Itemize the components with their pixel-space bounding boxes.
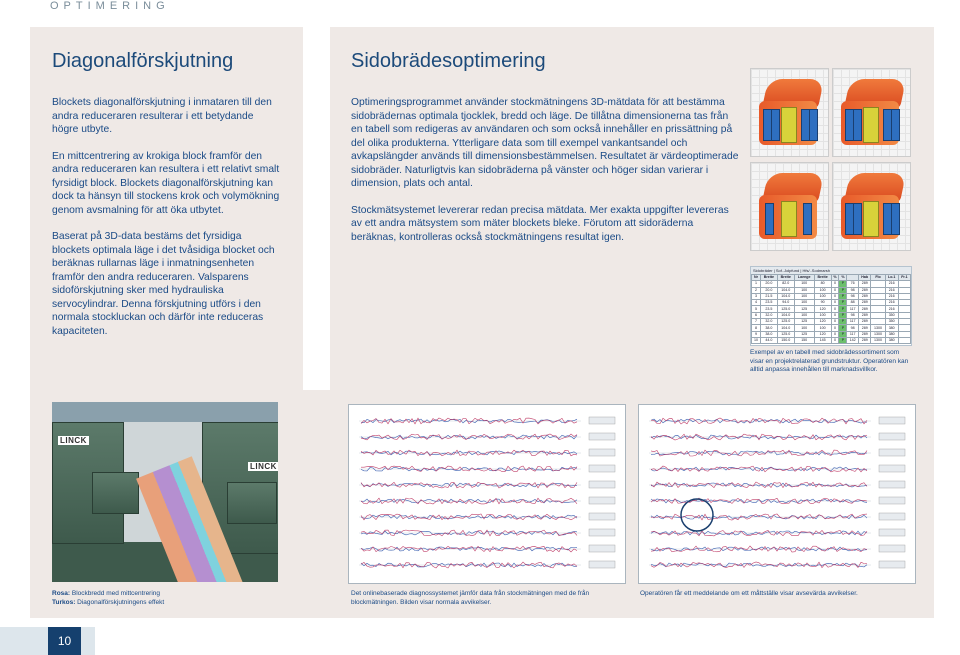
table-cell: 3 [752, 293, 761, 299]
table-cell: 100 [814, 312, 831, 318]
table-cell: 350 [885, 312, 898, 318]
table-cell: 76 [847, 281, 859, 287]
table-cell: 142 [847, 337, 859, 343]
table-cell: 117 [847, 306, 859, 312]
chart-right-caption: Operatören får ett meddelande om ett måttställe visar avsevärda avvikelser. [640, 590, 858, 597]
table-cell: P [839, 325, 847, 331]
table-cell: 289 [858, 319, 871, 325]
table-cell: 289 [858, 312, 871, 318]
table-cell: 0 [831, 300, 839, 306]
chart-side-marker [589, 513, 615, 520]
table-cell: 380 [885, 337, 898, 343]
table-cell: 0 [831, 306, 839, 312]
table-cell: 100 [794, 281, 814, 287]
table-cell: 32.0 [760, 319, 777, 325]
table-cell: 117 [847, 331, 859, 337]
table-cell: 350 [885, 319, 898, 325]
table-cell: P [839, 287, 847, 293]
table-cell: 9 [752, 331, 761, 337]
table-header-cell: % [831, 275, 839, 281]
table-cell: 80 [814, 281, 831, 287]
table-header-cell: Breite [760, 275, 777, 281]
table-cell: 100 [794, 293, 814, 299]
chart-side-marker [589, 433, 615, 440]
table-cell: 216 [885, 281, 898, 287]
table-cell: 98 [847, 287, 859, 293]
table-tab: Sof..Jolpfund [775, 268, 800, 273]
table-cell: 100 [814, 325, 831, 331]
table-cell: 125 [794, 331, 814, 337]
table-cell: 380 [885, 325, 898, 331]
table-cell: 216 [885, 287, 898, 293]
table-header-cell: Breite [777, 275, 794, 281]
table-cell: 289 [858, 281, 871, 287]
chart-left-caption: Det onlinebaserade diagnossystemet jämför data från stockmätningen med de från blockmätningen. Bilden visar normala avvikelser. [351, 590, 590, 606]
table-cell: 1300 [871, 337, 885, 343]
table-cell: 120 [814, 319, 831, 325]
left-title: Diagonalförskjutning [52, 50, 234, 72]
table-cell: 100 [794, 312, 814, 318]
table-cell: 98 [847, 293, 859, 299]
table-cell: 6 [752, 312, 761, 318]
table-cell: 104.0 [777, 325, 794, 331]
chart-side-marker [589, 561, 615, 568]
table-cell: P [839, 319, 847, 325]
table-cell: 21.5 [760, 293, 777, 299]
right-paragraph: Stockmätsystemet levererar redan precisa mätdata. Mer exakta uppgifter levereras av ett andra mätsystem som mäter blockets bleke. Förutom att sidoräderna beräknas, kontrolleras också stockmätningens resultat igen. [351, 204, 729, 243]
table-cell: 0 [831, 287, 839, 293]
section-header: OPTIMERING [50, 0, 170, 12]
table-cell: 8 [752, 325, 761, 331]
table-cell: P [839, 306, 847, 312]
table-header-cell: Laenge [794, 275, 814, 281]
table-cell: 125.0 [777, 331, 794, 337]
table-cell: 145 [814, 337, 831, 343]
table-header-cell: Breite [814, 275, 831, 281]
table-cell: 289 [858, 306, 871, 312]
table-tab: Sidobräder [753, 268, 773, 273]
table-cell: 100 [794, 287, 814, 293]
table-cell: 5 [752, 306, 761, 312]
table-cell: 32.0 [760, 312, 777, 318]
table-cell: 1300 [871, 325, 885, 331]
chart-side-marker [589, 465, 615, 472]
table-cell: 104.0 [777, 312, 794, 318]
chart-side-marker [589, 417, 615, 424]
table-cell: 20.0 [760, 281, 777, 287]
table-cell: 0 [831, 293, 839, 299]
machine-render-image [52, 402, 278, 582]
table-cell: P [839, 293, 847, 299]
table-cell: 10 [752, 337, 761, 343]
deviation-highlight-circle [681, 499, 713, 531]
table-cell: P [839, 331, 847, 337]
table-cell: 100 [794, 300, 814, 306]
table-header-cell: % [839, 275, 847, 281]
diagnostic-chart-left [348, 404, 626, 584]
table-cell: 94.0 [777, 300, 794, 306]
table-header-cell: Fr.1 [898, 275, 910, 281]
table-cell: 38.0 [760, 331, 777, 337]
table-cell: 98 [847, 312, 859, 318]
sideboard-table [751, 274, 911, 344]
left-body [52, 96, 282, 351]
table-cell: 44.0 [760, 337, 777, 343]
table-row [752, 337, 911, 343]
table-cell: 0 [831, 319, 839, 325]
table-cell: 289 [858, 325, 871, 331]
chart-side-marker [879, 449, 905, 456]
sideboard-table-image [750, 266, 912, 346]
table-cell: 1300 [871, 331, 885, 337]
table-cell: 125 [794, 306, 814, 312]
table-cell: 20.0 [760, 287, 777, 293]
table-cell: 0 [831, 331, 839, 337]
table-cell: 104.0 [777, 287, 794, 293]
table-cell: 216 [885, 306, 898, 312]
table-cell: 0 [831, 337, 839, 343]
table-cell: 23.5 [760, 306, 777, 312]
table-cell: 82.0 [777, 281, 794, 287]
chart-side-marker [879, 497, 905, 504]
block-3d-image [832, 162, 911, 251]
table-cell: 289 [858, 331, 871, 337]
table-cell: 0 [831, 281, 839, 287]
table-header-cell: Hab [858, 275, 871, 281]
left-paragraph: Baserat på 3D-data bestäms det fyrsidiga blockets optimala läge i det tvåsidiga blocket och beräknas rullarnas läge i inmatningsenheten framför den andra reduceraren. Valsparens sidoförskjutning sker med hydrauliska servocylindrar. Denna förskjutning utförs i den normala stockluckan och därför inte reduceras kapaciteten. [52, 231, 275, 337]
chart-side-marker [879, 529, 905, 536]
chart-side-marker [589, 545, 615, 552]
table-cell: 88 [847, 300, 859, 306]
table-cell: P [839, 337, 847, 343]
block-3d-image [750, 162, 829, 251]
table-cell: 100 [814, 293, 831, 299]
table-cell: 289 [858, 337, 871, 343]
chart-side-marker [589, 481, 615, 488]
table-cell: P [839, 312, 847, 318]
chart-side-marker [589, 497, 615, 504]
table-cell: 0 [831, 312, 839, 318]
chart-side-marker [589, 449, 615, 456]
table-cell: 150 [794, 337, 814, 343]
chart-side-marker [879, 513, 905, 520]
table-cell: 216 [885, 300, 898, 306]
table-tab: Hfs/..Sodmarsh [802, 268, 831, 273]
caption-text: Blockbredd med mittcentrering [71, 590, 161, 597]
table-cell: 380 [885, 331, 898, 337]
table-caption: Exempel av en tabell med sidobrädessortiment som visar en projektrelaterad grundstruktur. Operatören kan alltid anpassa innehållen till marknadsvillkor. [750, 349, 909, 373]
table-cell: 125 [794, 319, 814, 325]
block-3d-image [750, 68, 829, 157]
table-cell: 289 [858, 287, 871, 293]
table-cell: 120 [814, 331, 831, 337]
table-header-cell: Flo [871, 275, 885, 281]
diagnostic-chart-right [638, 404, 916, 584]
table-cell: 1 [752, 281, 761, 287]
table-header-cell: Nr [752, 275, 761, 281]
machine-caption [52, 590, 282, 607]
table-cell: 125.0 [777, 306, 794, 312]
table-cell: 120 [814, 306, 831, 312]
chart-side-marker [879, 481, 905, 488]
machine-logo: LINCK [60, 436, 87, 445]
table-cell [898, 337, 910, 343]
table-header-cell: Lo.1 [885, 275, 898, 281]
left-paragraph: En mittcentrering av krokiga block framför den andra reduceraren kan resultera i ett relativt smalt fyrsidigt block. Blockets diagonalförskjutning kan dock ta hänsyn till stockens krok och volymökning genom avsmalning för att öka utbytet. [52, 150, 280, 216]
table-cell: 98 [847, 325, 859, 331]
page-number: 10 [48, 627, 81, 655]
table-cell: 7 [752, 319, 761, 325]
table-cell: 117 [847, 319, 859, 325]
table-cell: 289 [858, 293, 871, 299]
table-cell: P [839, 281, 847, 287]
chart-side-marker [879, 433, 905, 440]
page-number-bar [0, 627, 95, 655]
chart-side-marker [879, 465, 905, 472]
table-tabs: Sidobräder | Sof..Jolpfund | Hfs/..Sodmarsh [751, 267, 911, 274]
table-cell: 104.0 [777, 293, 794, 299]
table-cell: 38.0 [760, 325, 777, 331]
caption-label: Rosa: [52, 590, 71, 597]
chart-side-marker [589, 529, 615, 536]
table-cell: 2 [752, 287, 761, 293]
table-cell: 4 [752, 300, 761, 306]
table-cell: 100 [814, 287, 831, 293]
block-3d-image [832, 68, 911, 157]
table-cell: P [839, 300, 847, 306]
table-cell: 150.0 [777, 337, 794, 343]
caption-text: Diagonalförskjutningens effekt [77, 598, 165, 606]
table-cell: 23.5 [760, 300, 777, 306]
table-cell: 289 [858, 300, 871, 306]
table-cell: 90 [814, 300, 831, 306]
right-paragraph: Optimeringsprogrammet använder stockmätningens 3D-mätdata för att bestämma sidobrädernas optimala tjocklek, bredd och läge. De tillåtna dimensionerna tas från en tabell som redigeras av användaren och som också innehåller en prissättning på del olika produkterna. Ytterligare data som till exempel vankantsandel och avkapslängder används till dimensionsbestämmelsen. Resultatet är värdeoptimerade sidobräder. Naturligtvis kan sidobräderna på vänster och höger sidan varierar i dimension, plats och antal. [351, 97, 739, 189]
caption-label: Turkos: [52, 598, 76, 606]
table-cell: 0 [831, 325, 839, 331]
left-paragraph: Blockets diagonalförskjutning i inmataren till den andra reduceraren resulterar i ett betydande högre utbyte. [52, 97, 272, 135]
right-title: Sidobrädesoptimering [351, 50, 546, 72]
table-cell: 100 [794, 325, 814, 331]
table-cell: 125.0 [777, 319, 794, 325]
right-body [351, 96, 739, 257]
chart-side-marker [879, 545, 905, 552]
chart-side-marker [879, 417, 905, 424]
chart-side-marker [879, 561, 905, 568]
table-cell: 216 [885, 293, 898, 299]
machine-logo: LINCK [250, 462, 277, 471]
